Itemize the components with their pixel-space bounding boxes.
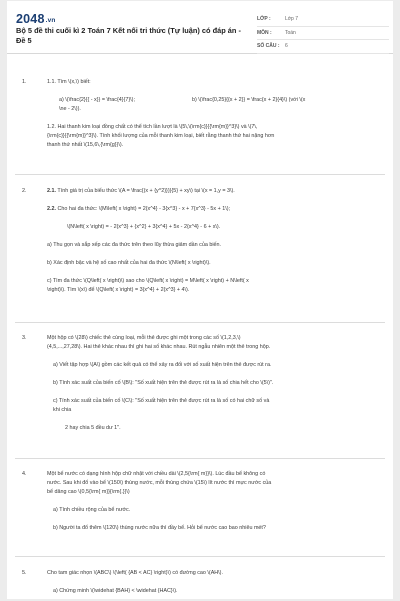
- document-header: [7, 1, 393, 54]
- logo-text: 2048: [16, 12, 45, 26]
- question-text: Tính giá trị của biểu thức \(A = \frac{(x + {y^2}})}{5} + xy\) tại \(x = 1,y = 3\).: [57, 188, 235, 194]
- meta-value: Toán: [285, 29, 296, 36]
- question-divider: [15, 458, 385, 459]
- site-logo[interactable]: [16, 12, 56, 26]
- meta-row-class: [257, 13, 389, 27]
- question-number: 2.: [22, 188, 27, 194]
- meta-key: MÔN :: [257, 29, 272, 36]
- question-number: 4.: [22, 471, 27, 477]
- question-text-line: a) Thu gọn và sắp xếp các đa thức trên theo lũy thừa giảm dần của biến.: [47, 242, 222, 248]
- question-text-line: bể dâng cao \(0,5{\rm{ m}}{\rm{.}}\): [47, 489, 130, 495]
- question-number: 5.: [22, 570, 27, 576]
- question-text-line: Một bể nước có dạng hình hộp chữ nhật với chiều dài \(2,5{\rm{ m}}\). Lúc đầu bể không có: [47, 471, 266, 477]
- question-text-line: a) \(\frac{2}{{ - x}} = \frac{4}{7}\);: [59, 97, 135, 103]
- question-text-line: khi chia: [53, 407, 72, 413]
- question-text-line: \ne - 2\)).: [59, 106, 81, 112]
- question-text-line: b) Người ta đổ thêm \(120\) thùng nước nữa thì đầy bể. Hỏi bể nước cao bao nhiêu mét?: [53, 525, 266, 531]
- question-text-line: a) Viết tập hợp \(A\) gồm các kết quả có thể xảy ra đối với số xuất hiện trên thẻ được rút ra.: [53, 362, 272, 368]
- question-text-line: a) Tính chiều rộng của bể nước.: [53, 507, 131, 513]
- question-text-line: 1.2. Hai thanh kim loại đồng chất có thể tích lần lượt là \(5\,\(\rm{c}}{{\rm{m}}^3}\) và \(7\,: [47, 124, 258, 130]
- question-text-line: thanh thứ nhất \(15,6\,{\rm{g}}\).: [47, 142, 124, 148]
- question-text-line: 1.1. Tìm \(x,\) biết:: [47, 79, 91, 85]
- question-text-line: Một hộp có \(28\) chiếc thẻ cùng loại, mỗi thẻ được ghi một trong các số \(1,2,3,\): [47, 335, 241, 341]
- question-text-line: \right)\). Tìm \(x\) để \(Q\left( x \right) = 3{x^4} + 2{x^3} + 4\).: [47, 287, 190, 293]
- question-text-line: nước. Sau khi đổ vào bể \(150\) thùng nước, mỗi thùng chứa \(15\) lít nước thì mực nước của: [47, 480, 272, 486]
- question-number: 1.: [22, 79, 27, 85]
- question-text: Cho hai đa thức: \(M\left( x \right) = 2{x^4} - 3{x^3} - x + 7{x^3} - 5x + 1\);: [57, 206, 231, 212]
- logo-suffix: .vn: [45, 17, 56, 24]
- exam-title: Bộ 5 đề thi cuối kì 2 Toán 7 Kết nối tri thức (Tự luận) có đáp án - Đề 5: [16, 26, 241, 45]
- subquestion-label: 2.2.: [47, 206, 56, 212]
- question-number: 3.: [22, 335, 27, 341]
- document-page: [7, 1, 393, 599]
- question-divider: [15, 322, 385, 323]
- question-text-line: b) Tính xác suất của biến cố \(B\): "Số xuất hiện trên thẻ được rút ra là số chia hết cho \(5\)".: [53, 380, 274, 386]
- question-text-line: {\rm{c}}{{\rm{m}}^3}\). Tính khối lượng của mỗi thanh kim loại, biết rằng thanh thứ hai nặng hơn: [47, 133, 275, 139]
- meta-row-subject: [257, 27, 389, 41]
- question-text-line: b) \(\frac{0,25}{{x + 2}} = \frac{x + 2}{4}\) (với \(x: [192, 97, 306, 103]
- meta-value: Lớp 7: [285, 16, 299, 23]
- question-text-line: \(N\left( x \right) = - 2{x^3} + {x^2} + 3{x^4} + 5x - 2{x^4} - 6 + x\).: [67, 224, 221, 230]
- subquestion-label: 2.1.: [47, 188, 56, 194]
- meta-value: 6: [285, 43, 288, 50]
- question-divider: [15, 174, 385, 175]
- question-text-line: c) Tính xác suất của biến cố \(C\): "Số xuất hiện trên thẻ được rút ra là số có hai chữ số và: [53, 398, 270, 404]
- meta-row-question-count: [257, 40, 389, 54]
- question-text-line: a) Chứng minh \(\widehat {BAH} < \widehat {HAC}\).: [53, 588, 178, 594]
- question-text-line: b) Xác định bậc và hệ số cao nhất của hai đa thức \(N\left( x \right)\).: [47, 260, 211, 266]
- question-text-line: [47, 205, 230, 214]
- meta-key: SỐ CÂU :: [257, 43, 280, 50]
- exam-meta: [257, 13, 389, 54]
- question-text-line: Cho tam giác nhọn \(ABC\) \(\left( {AB < AC} \right)\) có đường cao \(AH\).: [47, 570, 223, 576]
- question-text-line: [47, 187, 235, 196]
- question-divider: [15, 556, 385, 557]
- question-text-line: c) Tìm đa thức \(Q\left( x \right)\) sao cho \(Q\left( x \right) = M\left( x \right) + N\left( x: [47, 278, 249, 284]
- question-text-line: (4,5,...,27,28\). Hai thẻ khác nhau thì ghi hai số khác nhau. Rút ngẫu nhiên một thẻ trong hộp.: [47, 344, 271, 350]
- question-text-line: 2 hay chia 5 đều dư 1".: [65, 425, 121, 431]
- meta-key: LỚP :: [257, 16, 271, 23]
